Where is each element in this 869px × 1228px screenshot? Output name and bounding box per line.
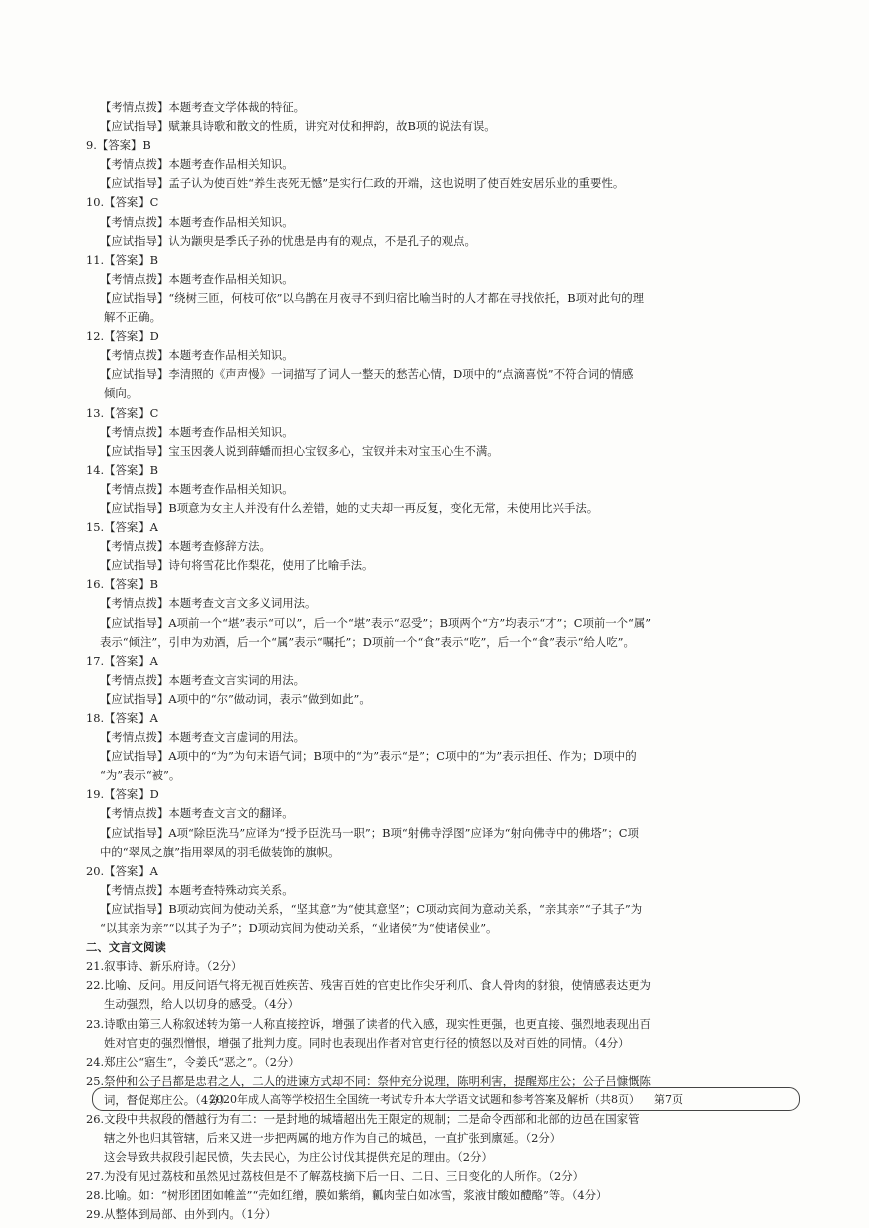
text-line: 11.【答案】B [86,252,159,267]
text-line: 25.祭仲和公子吕都是忠君之人，二人的进谏方式却不同：祭仲充分说理，陈明利害，提醒郑庄公；公子吕慷慨陈 [86,1073,651,1088]
text-line: 【考情点拨】本题考查作品相关知识。 [100,271,294,286]
footer-title: 2020年成人高等学校招生全国统一考试专升本大学语文试题和参考答案及解析（共8页） [209,1093,640,1106]
text-line: 【考情点拨】本题考查文言虚词的用法。 [100,730,306,745]
text-line: 【应试指导】认为颛臾是季氏子孙的忧患是冉有的观点，不是孔子的观点。 [100,233,476,248]
text-line: 【考情点拨】本题考查文言实词的用法。 [100,672,306,687]
text-line: 【应试指导】孟子认为使百姓“养生丧死无憾”是实行仁政的开端，这也说明了使百姓安居乐业的重要性。 [100,176,625,191]
text-line: 20.【答案】A [86,863,158,878]
text-line: 辖之外也归其管辖，后来又进一步把两属的地方作为自己的城邑，一直扩张到廪延。（2分） [104,1131,562,1146]
text-line: “以其亲为亲”“以其子为子”；D项动宾间为使动关系，“业诸侯”为“使诸侯业”。 [100,921,498,936]
text-line: 15.【答案】A [86,520,158,535]
text-line: 【应试指导】A项前一个“堪”表示“可以”，后一个“堪”表示“忍受”；B项两个“方”均表示“才”；C项前一个“属” [100,615,652,630]
text-line: 表示“倾注”，引申为劝酒，后一个“属”表示“嘱托”；D项前一个“食”表示“吃”，后一个“食”表示“给人吃”。 [100,634,635,649]
text-line: 【应试指导】A项中的“为”为句末语气词；B项中的“为”表示“是”；C项中的“为”表示担任、作为；D项中的 [100,749,637,764]
text-line: 14.【答案】B [86,462,159,477]
text-line: 【考情点拨】本题考查文言文的翻译。 [100,806,294,821]
text-line: 【考情点拨】本题考查文学体裁的特征。 [100,100,306,114]
page-number: 第7页 [654,1093,683,1106]
section-heading: 二、文言文阅读 [86,940,166,955]
text-line: 【考情点拨】本题考查修辞方法。 [100,539,271,554]
text-line: 12.【答案】D [86,329,159,344]
text-line: 【考情点拨】本题考查特殊动宾关系。 [100,882,294,897]
text-line: 18.【答案】A [86,711,158,725]
text-line: 17.【答案】A [86,653,158,668]
text-line: 【考情点拨】本题考查作品相关知识。 [100,481,294,496]
text-line: 27.为没有见过荔枝和虽然见过荔枝但是不了解荔枝摘下后一日、二日、三日变化的人所作。（2分） [86,1169,585,1184]
text-line: 【应试指导】A项中的“尔”做动词，表示“做到如此”。 [100,691,371,706]
text-line: 【应试指导】B项意为女主人并没有什么差错，她的丈夫却一再反复，变化无常，未使用比兴手法。 [100,500,599,515]
text-line: 【考情点拨】本题考查作品相关知识。 [100,214,294,229]
text-line: 22.比喻、反问。用反问语气将无视百姓疾苦、残害百姓的官吏比作尖牙利爪、食人骨肉的豺狼，使情感表达更为 [86,978,651,993]
text-line: 中的“翠凤之旗”指用翠凤的羽毛做装饰的旗帜。 [100,844,340,859]
text-line: 16.【答案】B [86,577,159,592]
text-line: 【考情点拨】本题考查作品相关知识。 [100,157,294,172]
page-footer [92,1087,800,1111]
text-line: 这会导致共叔段引起民愤，失去民心，为庄公讨伐其提供充足的理由。（2分） [104,1150,493,1165]
text-line: 【应试指导】“绕树三匝，何枝可依”以乌鹊在月夜寻不到归宿比喻当时的人才都在寻找依托，B项对此句的理 [100,290,644,305]
text-line: 生动强烈，给人以切身的感受。（4分） [104,997,300,1012]
text-line: 【应试指导】诗句将雪花比作梨花，使用了比喻手法。 [100,558,374,573]
text-line: 【考情点拨】本题考查作品相关知识。 [100,424,294,439]
text-line: 24.郑庄公“寤生”，令姜氏“恶之”。（2分） [86,1054,300,1069]
text-line: 19.【答案】D [86,787,159,802]
text-line: 26.文段中共叔段的僭越行为有二：一是封地的城墙超出先王限定的规制；二是命令西部和北部的边邑在国家管 [86,1111,640,1126]
text-line: 13.【答案】C [86,405,159,420]
text-line: 29.从整体到局部、由外到内。（1分） [86,1207,277,1222]
text-line: 【应试指导】李清照的《声声慢》一词描写了词人一整天的愁苦心情，D项中的“点滴喜悦”不符合词的情感 [100,367,634,382]
text-line: “为”表示“被”。 [100,768,181,783]
answer-content [86,98,791,1225]
text-line: 词，督促郑庄公。（4分） [104,1092,231,1107]
text-line: 9.【答案】B [86,138,151,153]
text-line: 【考情点拨】本题考查文言文多义词用法。 [100,596,317,611]
text-line: 【考情点拨】本题考查作品相关知识。 [100,348,294,363]
text-line: 倾向。 [104,386,139,401]
text-line: 23.诗歌由第三人称叙述转为第一人称直接控诉，增强了读者的代入感，现实性更强，也更直接、强烈地表现出百 [86,1016,651,1031]
text-line: 28.比喻。如：“树形团团如帷盖”“壳如红缯，膜如紫绡，瓤肉莹白如冰雪，浆液甘酸如醴酪”等。（4分） [86,1188,608,1203]
text-line: 【应试指导】宝玉因袭人说到薛蟠而担心宝钗多心，宝钗并未对宝玉心生不满。 [100,443,499,458]
text-line: 21.叙事诗、新乐府诗。（2分） [86,959,243,974]
text-line: 【应试指导】B项动宾间为使动关系，“坚其意”为“使其意坚”；C项动宾间为意动关系，“亲其亲”“子其子”为 [100,901,643,916]
text-line: 【应试指导】赋兼具诗歌和散文的性质，讲究对仗和押韵，故B项的说法有误。 [100,119,496,134]
text-line: 姓对官吏的强烈憎恨，增强了批判力度。同时也表现出作者对官吏行径的愤怒以及对百姓的同情。（4分） [104,1035,630,1050]
text-line: 【应试指导】A项“除臣洗马”应译为“授予臣洗马一职”；B项“射佛寺浮图”应译为“射向佛寺中的佛塔”；C项 [100,825,639,840]
text-line: 10.【答案】C [86,195,159,210]
text-line: 解不正确。 [104,310,161,325]
